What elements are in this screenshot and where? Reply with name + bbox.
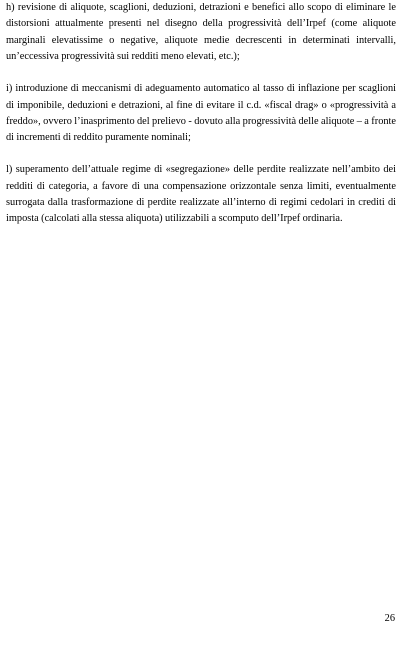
paragraph-h: h) revisione di aliquote, scaglioni, deduzioni, detrazioni e benefici allo scopo di eliminare le distorsioni attualmente presenti nel disegno della progressività dell’Irpef (come aliquote marginali elevatissime o negative, aliquote medie decrescenti in determinati intervalli, un’eccessiva progressività sui redditi meno elevati, etc.); (6, 2, 396, 63)
page-number: 26 (384, 613, 395, 624)
paragraph-i: i) introduzione di meccanismi di adeguamento automatico al tasso di inflazione per scaglioni di imponibile, deduzioni e detrazioni, al fine di evitare il c.d. «fiscal drag» o «progressività a freddo», ovvero l’inasprimento del prelievo - dovuto alla progressività delle aliquote – a fronte di incrementi di reddito puramente nominali; (6, 83, 396, 144)
paragraph-l: l) superamento dell’attuale regime di «segregazione» delle perdite realizzate nell’ambito dei redditi di categoria, a favore di una compensazione orizzontale senza limiti, eventualmente surrogata dalla trasformazione di perdite realizzate all’interno di regimi cedolari in crediti di imposta (calcolati alla stessa aliquota) utilizzabili a scomputo dell’Irpef ordinaria. (6, 164, 396, 225)
document-body (6, 0, 396, 228)
